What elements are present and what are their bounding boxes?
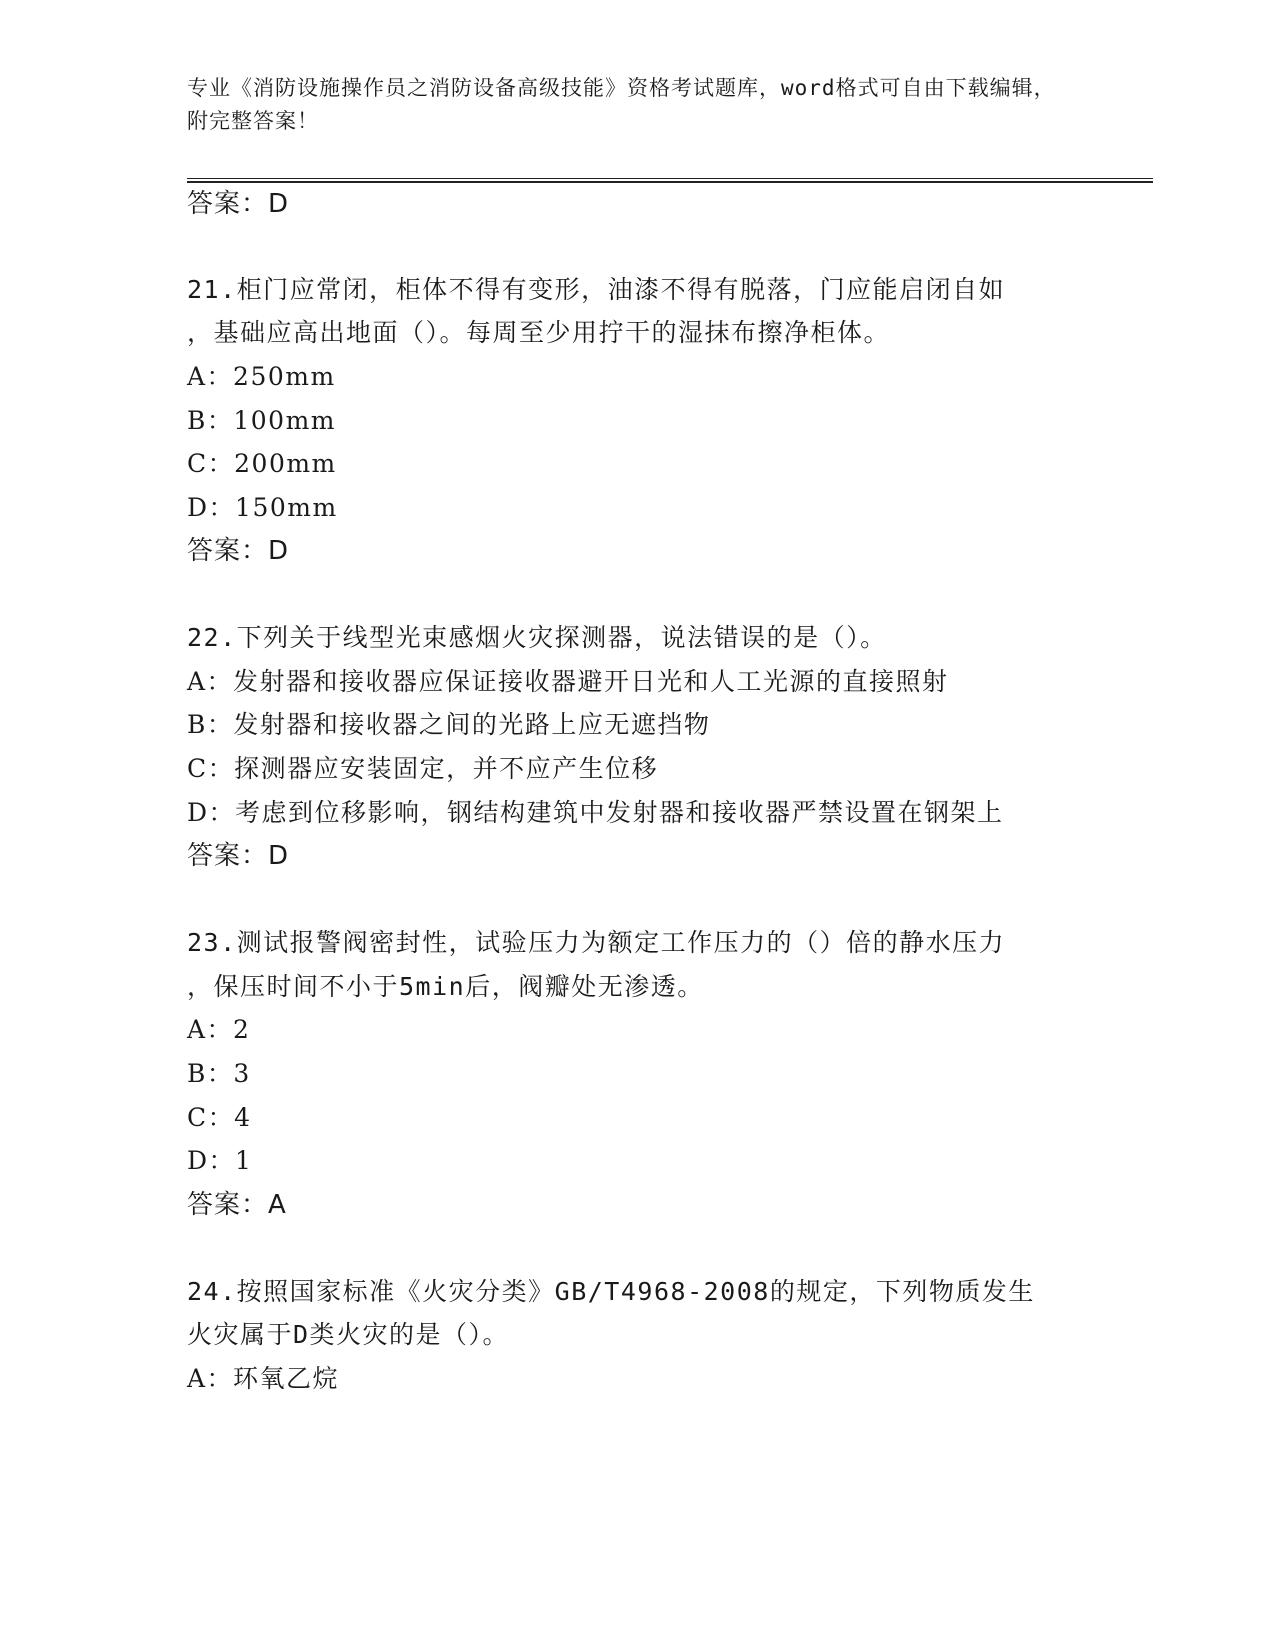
answer-prev: 答案：D [187,189,290,219]
question-24-line-2: 火灾属于D类火灾的是（）。 [187,1320,510,1349]
question-21-line-2: ，基础应高出地面（）。每周至少用拧干的湿抹布擦净柜体。 [187,318,891,347]
question-23-option-b: B：3 [187,1059,251,1088]
question-23-option-a: A：2 [187,1015,251,1044]
question-22-answer: 答案：D [187,841,290,871]
page-header [187,72,1067,138]
question-21-option-d: D：150mm [187,493,338,522]
question-22-line-1: 22.下列关于线型光束感烟火灾探测器，说法错误的是（）。 [187,623,887,652]
question-21-option-a: A：250mm [187,362,336,391]
question-22-option-b: B：发射器和接收器之间的光路上应无遮挡物 [187,710,711,739]
question-24-line-1: 24.按照国家标准《火灾分类》GB/T4968-2008的规定，下列物质发生 [187,1277,1035,1306]
question-21-option-c: C：200mm [187,449,337,478]
header-text: 专业《消防设施操作员之消防设备高级技能》资格考试题库，word格式可自由下载编辑，附完整答案！ [187,76,1056,133]
question-23-line-2: ，保压时间不小于5min后，阀瓣处无渗透。 [187,972,704,1001]
question-23-line-1: 23.测试报警阀密封性，试验压力为额定工作压力的（）倍的静水压力 [187,928,1006,957]
question-22-option-d: D：考虑到位移影响，钢结构建筑中发射器和接收器严禁设置在钢架上 [187,798,1004,827]
header-divider [187,178,1153,183]
question-21-line-1: 21.柜门应常闭，柜体不得有变形，油漆不得有脱落，门应能启闭自如 [187,275,1006,304]
question-21-answer: 答案：D [187,536,290,566]
question-22-option-c: C：探测器应安装固定，并不应产生位移 [187,754,659,783]
question-23-option-d: D：1 [187,1146,253,1175]
question-22-option-a: A：发射器和接收器应保证接收器避开日光和人工光源的直接照射 [187,667,949,696]
question-24-option-a: A：环氧乙烷 [187,1364,340,1393]
question-23-answer: 答案：A [187,1190,287,1220]
question-21-option-b: B：100mm [187,406,337,435]
question-23-option-c: C：4 [187,1103,252,1132]
